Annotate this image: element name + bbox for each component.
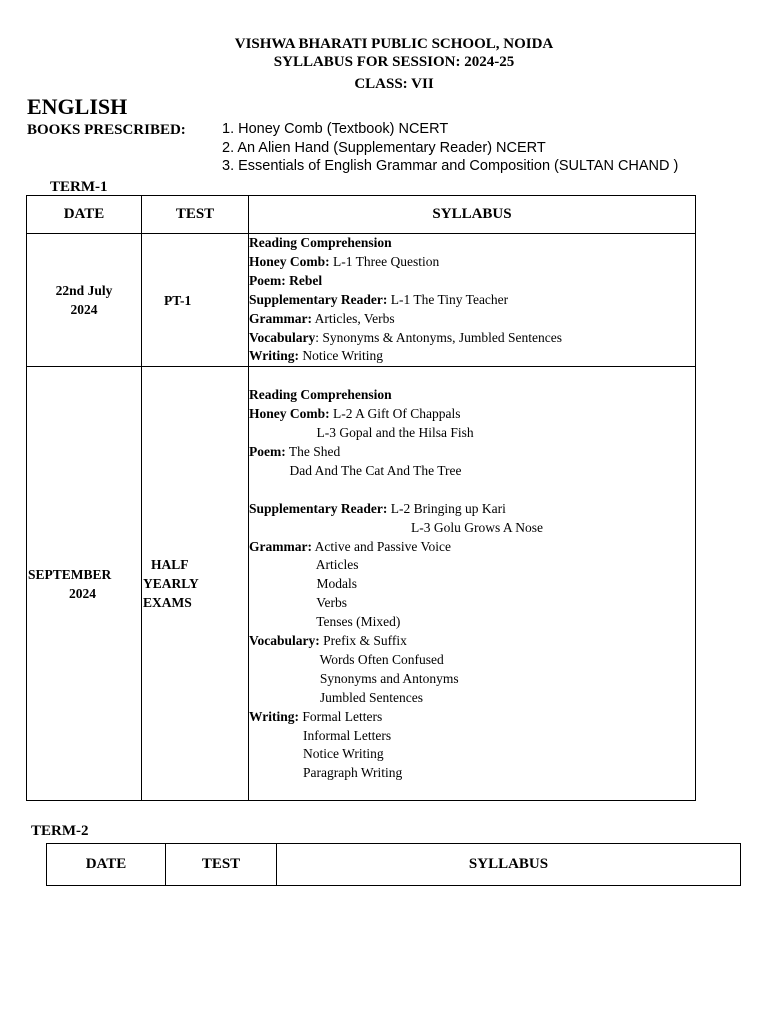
date-line: 2024 xyxy=(70,302,98,318)
table-header-row xyxy=(47,844,741,886)
syllabus-text: Tenses (Mixed) xyxy=(249,614,401,630)
book-item: 3. Essentials of English Grammar and Composition (SULTAN CHAND ) xyxy=(222,158,679,174)
syllabus-line xyxy=(249,462,695,481)
date-header: DATE xyxy=(47,844,166,886)
syllabus-line xyxy=(249,651,695,670)
syllabus-topic: Grammar: xyxy=(249,310,312,326)
syllabus-text: Words Often Confused xyxy=(249,651,444,667)
books-label: BOOKS PRESCRIBED: xyxy=(27,122,186,138)
date-line: SEPTEMBER xyxy=(28,566,112,582)
syllabus-text: Articles, Verbs xyxy=(311,310,395,326)
syllabus-text: Articles xyxy=(249,557,359,573)
syllabus-text: Prefix & Suffix xyxy=(319,633,407,649)
syllabus-line xyxy=(249,632,695,651)
test-cell xyxy=(142,367,249,801)
syllabus-line xyxy=(249,424,695,443)
syllabus-line xyxy=(249,253,695,272)
date-line: 2024 xyxy=(69,585,96,601)
date-cell xyxy=(27,234,142,367)
table-row xyxy=(27,234,696,367)
syllabus-text: The Shed xyxy=(285,443,341,459)
test-line: YEARLY xyxy=(143,576,199,592)
syllabus-line xyxy=(249,689,695,708)
syllabus-topic: Grammar: xyxy=(249,538,312,554)
syllabus-topic: Poem: xyxy=(249,443,286,459)
syllabus-line xyxy=(249,347,695,366)
syllabus-topic: Supplementary Reader: xyxy=(249,500,388,516)
syllabus-topic: Writing: xyxy=(249,348,299,364)
syllabus-text: Formal Letters xyxy=(299,708,383,724)
syllabus-topic: Honey Comb: xyxy=(249,406,330,422)
syllabus-line xyxy=(249,481,695,500)
syllabus-topic: Honey Comb: xyxy=(249,253,330,269)
syllabus-text: Active and Passive Voice xyxy=(311,538,451,554)
syllabus-line xyxy=(249,405,695,424)
syllabus-text: Jumbled Sentences xyxy=(249,689,423,705)
school-name: VISHWA BHARATI PUBLIC SCHOOL, NOIDA xyxy=(234,36,554,52)
date-cell xyxy=(27,367,142,801)
syllabus-topic: Vocabulary: xyxy=(249,633,320,649)
date-header: DATE xyxy=(27,196,142,234)
syllabus-text: L-3 Golu Grows A Nose xyxy=(249,519,543,535)
book-item: 1. Honey Comb (Textbook) NCERT xyxy=(222,121,449,137)
syllabus-list xyxy=(249,234,695,366)
syllabus-line xyxy=(249,708,695,727)
table-header-row xyxy=(27,196,696,234)
syllabus-cell xyxy=(249,234,696,367)
syllabus-topic: Supplementary Reader: xyxy=(249,291,388,307)
test-line: HALF xyxy=(151,557,189,573)
syllabus-topic: Reading Comprehension xyxy=(249,387,392,403)
syllabus-line xyxy=(249,291,695,310)
books-list xyxy=(222,120,678,176)
term1-table xyxy=(26,195,696,801)
syllabus-line xyxy=(249,519,695,538)
syllabus-line xyxy=(249,443,695,462)
test-line: EXAMS xyxy=(143,595,192,611)
test-cell xyxy=(142,234,249,367)
syllabus-text: Synonyms and Antonyms xyxy=(249,670,459,686)
syllabus-topic: Reading Comprehension xyxy=(249,235,392,250)
syllabus-text: L-2 Bringing up Kari xyxy=(387,500,506,516)
syllabus-text: Paragraph Writing xyxy=(249,765,403,781)
syllabus-topic: Poem: Rebel xyxy=(249,272,323,288)
syllabus-line xyxy=(249,556,695,575)
syllabus-line xyxy=(249,234,695,253)
syllabus-topic: Writing: xyxy=(249,708,299,724)
syllabus-cell xyxy=(249,367,696,801)
table-row xyxy=(27,367,696,801)
syllabus-header: SYLLABUS xyxy=(249,196,696,234)
class-title: CLASS: VII xyxy=(354,76,434,92)
syllabus-text: Informal Letters xyxy=(249,727,392,743)
syllabus-header: SYLLABUS xyxy=(277,844,741,886)
syllabus-topic: Vocabulary xyxy=(249,329,316,345)
syllabus-line xyxy=(249,670,695,689)
syllabus-text: Notice Writing xyxy=(299,348,383,364)
syllabus-text: : Synonyms & Antonyms, Jumbled Sentences xyxy=(315,329,563,345)
syllabus-text: L-2 A Gift Of Chappals xyxy=(329,406,461,422)
syllabus-line xyxy=(249,310,695,329)
test-name: PT-1 xyxy=(164,292,192,308)
syllabus-line xyxy=(249,367,695,386)
date-line: 22nd July xyxy=(55,283,113,299)
term2-table xyxy=(46,843,741,886)
syllabus-line xyxy=(249,538,695,557)
syllabus-line xyxy=(249,329,695,348)
syllabus-line xyxy=(249,500,695,519)
syllabus-line xyxy=(249,613,695,632)
syllabus-line xyxy=(249,764,695,783)
syllabus-text: Notice Writing xyxy=(249,746,384,762)
syllabus-line xyxy=(249,594,695,613)
term2-title: TERM-2 xyxy=(31,823,89,839)
syllabus-text: Verbs xyxy=(249,595,348,611)
syllabus-text: L-1 The Tiny Teacher xyxy=(387,291,509,307)
syllabus-text: L-1 Three Question xyxy=(329,253,440,269)
subject-title: ENGLISH xyxy=(27,94,128,119)
syllabus-line xyxy=(249,575,695,594)
syllabus-line xyxy=(249,272,695,291)
test-header: TEST xyxy=(142,196,249,234)
term1-title: TERM-1 xyxy=(50,179,108,195)
syllabus-text: Modals xyxy=(249,576,357,592)
test-header: TEST xyxy=(166,844,277,886)
session-title: SYLLABUS FOR SESSION: 2024-25 xyxy=(273,54,515,70)
syllabus-text: Dad And The Cat And The Tree xyxy=(249,462,462,478)
syllabus-line xyxy=(249,727,695,746)
book-item: 2. An Alien Hand (Supplementary Reader) NCERT xyxy=(222,139,546,156)
syllabus-text: L-3 Gopal and the Hilsa Fish xyxy=(249,425,474,441)
syllabus-list xyxy=(249,367,695,783)
syllabus-line xyxy=(249,386,695,405)
syllabus-line xyxy=(249,745,695,764)
